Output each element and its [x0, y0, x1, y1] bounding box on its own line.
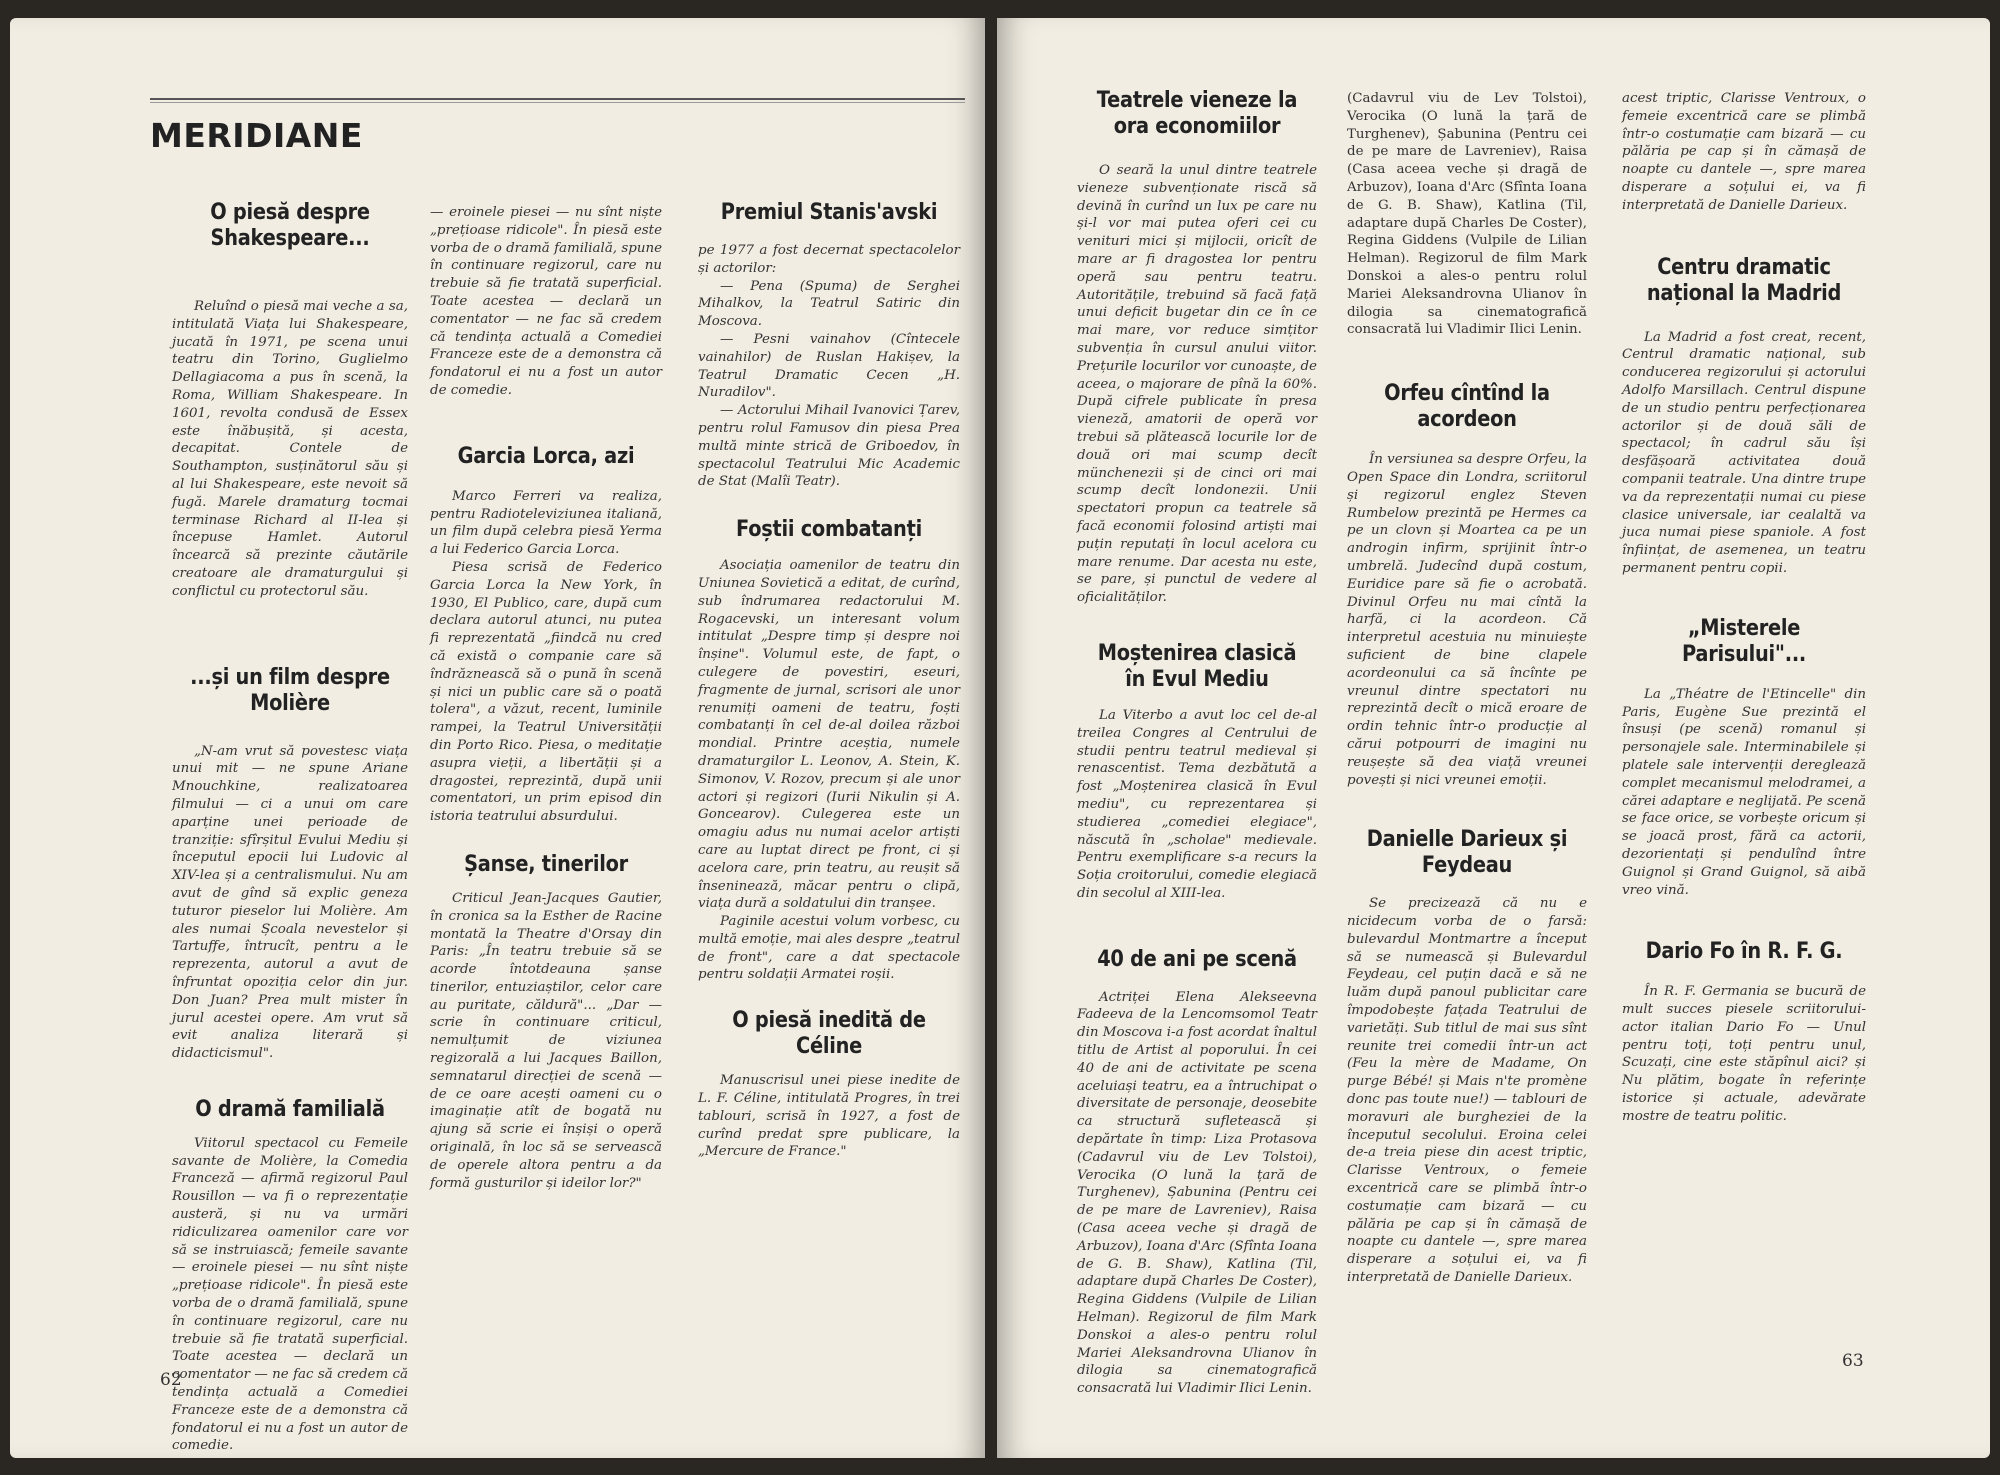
article-paragraph: Paginile acestui volum vorbesc, cu multă emoție, mai ales despre „teatrul de front", care a dat spectacole pentru soldații Armatei roșii. [698, 914, 960, 983]
right-column-3 [1622, 90, 1866, 1126]
article-title: 40 de ani pe scenă [1097, 946, 1297, 972]
article-paragraph: Marco Ferreri va realiza, pentru Radioteleviziunea italiană, un film după celebra piesă Yerma a lui Federico Garcia Lorca. [430, 488, 662, 558]
article-paragraph: Criticul Jean-Jacques Gautier, în cronica sa la Esther de Racine montată la Theatre d'Orsay din Paris: „În teatru trebuie să se acorde întotdeauna șanse tinerilor, entuziaștilor, celor care au puritate, căldură"... „Dar — scrie în continuare criticul, nemulțumit de viziunea regizorală a lui Jacques Baillon, semnatarul direcției de scenă — de ce oare acești oameni cu o imaginație atît de bogată nu ajung să scrie ei înșiși o operă originală, în loc să se servească de operele altora pentru a da formă gusturilor și ideilor lor?" [430, 890, 662, 1191]
article-title: Garcia Lorca, azi [457, 443, 635, 469]
article-paragraph: În R. F. Germania se bucură de mult succes piesele scriitorului-actor italian Dario Fo — Unul pentru toți, toți pentru unul, Scuzați, cine este stăpînul aici? și Nu plătim, bogate în referințe istorice și actuale, adevărate mostre de teatru politic. [1622, 984, 1866, 1124]
article-paragraph: „N-am vrut să povestesc viața unui mit — ne spune Ariane Mnouchkine, realizatoarea filmului — ci a unui om care aparține unei perioade de tranziție: sfîrșitul Evului Mediu și începutul epocii lui Ludovic al XIV-lea și a centralismului. Nu am avut de gînd să explic geneza tuturor pieselor lui Molière. Am ales numai Școala nevestelor și Tartuffe, întrucît, pentru a le reprezenta, autorul a avut de înfruntat opoziția celor din jur. Don Juan? Prea mult mister în jurul acestei opere. Am vrut să evit analiza literară și didacticismul". [172, 743, 408, 1062]
header-rule [150, 98, 965, 100]
article-paragraph: pe 1977 a fost decernat spectacolelor și actorilor: [698, 243, 960, 276]
article-title: Moștenirea clasică în Evul Mediu [1097, 640, 1297, 692]
article-paragraph: Asociația oamenilor de teatru din Uniunea Sovietică a editat, de curînd, sub îndrumarea redactorului M. Rogacevski, un interesant volum intitulat „Despre timp și despre noi înșine". Volumul este, de fapt, o culegere de povestiri, eseuri, fragmente de jurnal, scrisori ale unor renumiți oameni de teatru, foști combatanți în cel de-al doilea război mondial. Printre aceștia, numele dramaturgilor L. Leonov, A. Stein, K. Simonov, V. Rozov, precum și ale unor actori și regizori (Iurii Nikulin și A. Goncearov). Culegerea este un omagiu adus nu numai acelor artiști care au luptat direct pe front, ci și acelora care, prin teatru, au reușit să înseninează, măcar pentru o clipă, viața dură a soldatului din tranșee. [698, 558, 960, 912]
article-paragraph-continued: — eroinele piesei — nu sînt niște „prețioase ridicole". În piesă este vorba de o dramă familială, spune în continuare regizorul, care nu trebuie să fie tratată superficial. Toate acestea — declară un comentator — ne fac să credem că tendința actuală a Comediei Franceze este de a demonstra că fondatorul ei nu a fost un autor de comedie. [430, 205, 662, 398]
article-title: O piesă inedită de Céline [732, 1008, 926, 1060]
article-title: Premiul Stanis'avski [720, 200, 938, 225]
article-paragraph: — Pena (Spuma) de Serghei Mihalkov, la Teatrul Satiric din Moscova. [698, 278, 960, 330]
article-paragraph: O seară la unul dintre teatrele vieneze subvenționate riscă să devină în curînd un lux pe care nu și-l vor mai putea oferi cei cu venituri mici și mijlocii, oricît de mare ar fi dragostea lor pentru operă sau pentru teatru. Autoritățile, trebuind să facă față unui deficit bugetar din ce în ce mai mare, vor reduce simțitor subvenția în cursul anului viitor. Prețurile locurilor vor cunoaște, de aceea, o majorare de pînă la 60%. După cifrele publicate în presa vieneză, amatorii de operă vor trebui să plătească locurile lor de două ori mai scump decît münchenezii și de cinci ori mai scump decît londonezii. Unii spectatori propun ca teatrele să facă economii folosind artiști mai puțin reputați în locul acelora cu mare renume. Dar acesta nu este, se pare, și punctul de vedere al oficialităților. [1077, 163, 1317, 606]
article-paragraph: În versiunea sa despre Orfeu, la Open Space din Londra, scriitorul și regizorul englez Steven Rumbelow prezintă pe Hermes ca pe un clovn și Moartea ca pe un androgin infirm, sprijinit într-o umbrelă. Judecînd după costum, Euridice pare să fie o acrobată. Divinul Orfeu nu mai cîntă la harfă, ci la acordeon. Că interpretul acestuia nu minuiește suficient de bine clapele acordeonului ca să încînte pe vreunul dintre spectatori nu reprezintă decît o mică eroare de ordin tehnic într-o producție al cărui potpourri de imagini nu reușește să dea viață vreunei povești și nici vreunei emoții. [1347, 452, 1587, 788]
article-title: Centru dramatic național la Madrid [1646, 254, 1842, 306]
article-paragraph: Viitorul spectacol cu Femeile savante de Molière, la Comedia Franceză — afirmă regizorul Paul Rousillon — va fi o reprezentație austeră, și nu va urmări ridiculizarea oamenilor care vor să se instruiască; femeile savante — eroinele piesei — nu sînt niște „prețioase ridicole". În piesă este vorba de o dramă familială, spune în continuare regizorul, care nu trebuie să fie tratată superficial. Toate acestea — declară un comentator — ne fac să credem că tendința actuală a Comediei Franceze este de a demonstra că fondatorul ei nu a fost un autor de comedie. [172, 1135, 408, 1454]
right-page [997, 18, 1990, 1458]
article-paragraph-continued: (Cadavrul viu de Lev Tolstoi), Verocika (O lună la țară de Turghenev), Șabunina (Pentru cei de pe mare de Lavreniev), Raisa (Casa aceea veche și dragă de Arbuzov), Ioana d'Arc (Sfînta Ioana de G. B. Shaw), Katlina (Til, adaptare după Charles De Coster), Regina Giddens (Vulpile de Lilian Helman). Regizorul de film Mark Donskoi a ales-o pentru rolul Mariei Aleksandrovna Ulianov în dilogia sa cinematografică consacrată lui Vladimir Ilici Lenin. [1347, 91, 1587, 338]
article-title: ...și un film despre Molière [190, 664, 390, 716]
article-title: O dramă familială [195, 1096, 385, 1122]
article-paragraph: Manuscrisul unei piese inedite de L. F. Céline, intitulată Progres, în trei tablouri, scrisă în 1927, a fost de curînd predat spre publicare, la „Mercure de France." [698, 1073, 960, 1160]
left-column-3 [698, 200, 960, 1161]
article-title: Șanse, tinerilor [464, 851, 628, 877]
article-paragraph: Piesa scrisă de Federico Garcia Lorca la New York, în 1930, El Publico, care, după cum declara autorul atunci, nu putea fi reprezentată „fiindcă nu cred că există o companie care să îndrăznească să o pună în scenă și nici un public care să o poată tolera", a văzut, recent, luminile rampei, la Teatrul Universității din Porto Rico. Piesa, o meditație asupra vieții, a libertății și a dragostei, reprezintă, după unii comentatori, un prim episod din istoria teatrului absurdului. [430, 559, 662, 825]
article-title: Orfeu cîntînd la acordeon [1384, 381, 1550, 433]
article-paragraph: — Actorului Mihail Ivanovici Țarev, pentru rolul Famusov din piesa Prea multă minte strică de Griboedov, în spectacolul Teatrului Mic Academic de Stat (Malîi Teatr). [698, 403, 960, 490]
left-page [10, 18, 985, 1458]
article-paragraph: La Madrid a fost creat, recent, Centrul dramatic național, sub conducerea regizorului și actorului Adolfo Marsillach. Centrul dispune de un studio pentru perfecționarea actorilor și de două săli de spectacol; în cadrul său își desfășoară activitatea două companii teatrale. Una dintre trupe va da reprezentații numai cu piese clasice universale, iar cealaltă va juca numai piese spaniole. A fost înființat, de asemenea, un teatru permanent pentru copii. [1622, 329, 1866, 576]
page-number: 62 [160, 1370, 182, 1390]
article-title: O piesă despre Shakespeare... [210, 200, 370, 251]
article-paragraph: — Pesni vainahov (Cîntecele vainahilor) de Ruslan Hakișev, la Teatrul Dramatic Cecen „H. Nuradilov". [698, 331, 960, 401]
right-column-2 [1347, 90, 1587, 1286]
article-title: Danielle Darieux și Feydeau [1366, 827, 1568, 879]
header-rule-thin [150, 102, 965, 103]
article-title: Foștii combatanți [736, 517, 922, 543]
section-title: MERIDIANE [150, 116, 363, 155]
article-paragraph: La Viterbo a avut loc cel de-al treilea Congres al Centrului de studii pentru teatrul medieval și renascentist. Tema dezbătută a fost „Moștenirea clasică în Evul mediu", cu reprezentarea și studierea „comediei elegiace", născută în „scholae" medievale. Pentru exemplificare s-a recurs la Soția croitorului, comedie elegiacă din secolul al XIII-lea. [1077, 707, 1317, 901]
article-paragraph: Actriței Elena Alekseevna Fadeeva de la Lencomsomol Teatr din Moscova i-a fost acordat înaltul titlu de Artist al poporului. În cei 40 de ani de activitate pe scena aceluiași teatru, ea a întruchipat o diversitate de personaje, deosebite ca structură sufletească și depărtate în timp: Liza Protasova (Cadavrul viu de Lev Tolstoi), Verocika (O lună la țară de Turghenev), Șabunina (Pentru cei de pe mare de Lavreniev), Raisa (Casa aceea veche și dragă de Arbuzov), Ioana d'Arc (Sfînta Ioana de G. B. Shaw), Katlina (Til, adaptare după Charles De Coster), Regina Giddens (Vulpile de Lilian Helman). Regizorul de film Mark Donskoi a ales-o pentru rolul Mariei Aleksandrovna Ulianov în dilogia sa cinematografică consacrată lui Vladimir Ilici Lenin. [1077, 989, 1317, 1397]
right-column-1 [1077, 88, 1317, 1397]
article-paragraph: La „Théatre de l'Etincelle" din Paris, Eugène Sue prezintă el însuși (pe scenă) romanul și personajele sale. Interminabilele și platele sale intervenții dereglează complet mecanismul melodramei, a cărei adaptare e neglijată. Pe scenă se face orice, se vorbește oricum și se joacă prost, fără ca actorii, dezorientați și pendulînd între Guignol și Grand Guignol, să aibă vreo vină. [1622, 686, 1866, 898]
article-paragraph: Se precizează că nu e nicidecum vorba de o farsă: bulevardul Montmartre a început să se numească și Bulevardul Feydeau, cel puțin dacă e să ne luăm după panoul publicitar care împodobește fațada Teatrului de varietăți. Sub titlul de mai sus sînt reunite trei comedii într-un act (Feu la mère de Madame, On purge Bébé! și Mais n'te promène donc pas toute nue!) — tablouri de moravuri ale burgheziei de la începutul secolului. Eroina celei de-a treia piese din acest triptic, Clarisse Ventroux, o femeie excentrică care se plimbă într-o costumație cam bizară — cu pălăria pe cap și în cămașă de noapte cu dantele —, spre marea disperare a soțului ei, va fi interpretată de Danielle Darieux. [1347, 896, 1587, 1286]
article-paragraph-continued: acest triptic, Clarisse Ventroux, o femeie excentrică care se plimbă într-o costumație cam bizară — cu pălăria pe cap și în cămașă de noapte cu dantele —, spre marea disperare a soțului ei, va fi interpretată de Danielle Darieux. [1622, 91, 1866, 213]
page-number: 63 [1842, 1351, 1864, 1371]
left-column-1 [172, 200, 408, 1454]
left-column-2 [430, 204, 662, 1192]
article-title: Dario Fo în R. F. G. [1645, 939, 1843, 965]
article-paragraph: Reluînd o piesă mai veche a sa, intitulată Viața lui Shakespeare, jucată în 1971, pe scena unui teatru din Torino, Guglielmo Dellagiacoma a pus în scenă, la Roma, William Shakespeare. In 1601, revolta condusă de Essex este înăbușită, și acesta, decapitat. Contele de Southampton, susținătorul său și al lui Shakespeare, este nevoit să fugă. Marele dramaturg tocmai terminase Richard al II-lea și începuse Hamlet. Autorul încearcă să prezinte căutările creatoare ale dramaturgului și conflictul cu protectorul său. [172, 299, 408, 599]
article-title: Teatrele vieneze la ora economiilor [1096, 88, 1298, 139]
article-title: „Misterele Parisului"... [1682, 615, 1806, 667]
